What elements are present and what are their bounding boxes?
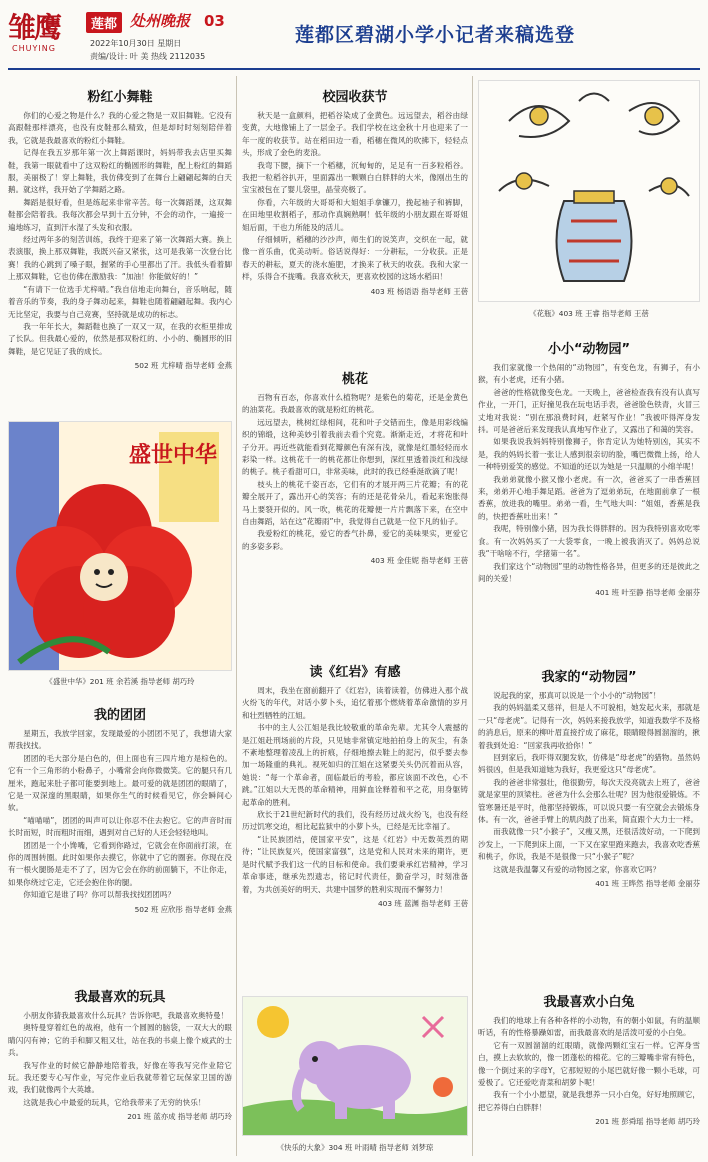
article-body [478,1015,700,1114]
paragraph: 而我就像一只“小猴子”，又瘦又黑，还很活泼好动，一下爬到沙发上，一下爬到床上面，一下又在家里跑来跑去，我喜欢吃香蕉和桃子，你说，我是不是很像一只“小猴子”呢？ [478,827,700,862]
article-zoo1 [478,338,700,598]
byline: 403 班 金佳妮 指导老师 王蓓 [370,556,468,566]
article-title: 读《红岩》有感 [309,665,401,680]
byline: 403 班 蓝渊 指导老师 王蓓 [377,898,468,908]
paragraph: 这就是我温馨又有爱的动物园之家，你喜欢它吗？ [493,864,661,874]
paragraph: 舞蹈是很好看，但是练起来非常辛苦。每一次舞蹈课，这双舞鞋都会陪着我。我每次都会早到十五分钟，不会的动作，一遍接一遍地练习，直到汗水湿了头发和衣服。 [8,197,232,232]
paragraph: 我写作业的时候它静静地陪着我，好像在等我写完作业陪它玩。我还要专心写作业，写完作业后我就带着它玩保家卫国的游戏，我们就像两个大英雄。 [8,1060,232,1095]
logo: 雏鹰 [8,11,61,44]
paragraph: 我们家就像一个热闹的“动物园”，有变色龙，有狮子，有小猴，有小老虎，还有小猪。 [478,363,700,385]
article-zoo2 [478,666,700,889]
article-title: 我最喜欢小白兔 [543,995,635,1010]
paragraph: “让民族团结，使国家平安”，这是《红岩》中无数英烈的期待；“让民族复兴，使国家富强”，这是党和人民对未来的期许，更是时代赋予我们这一代的目标和使命。我们要秉承红岩精神，学习革命事迹，继承先烈遗志，铭记时代责任，勤奋学习，时刻准备着，为共创美好的明天、共建中国梦的胜利实现而不懈努力！ [242,834,468,894]
column-divider [236,76,237,1156]
artwork-caption: 《盛世中华》201 班 余若溪 指导老师 胡巧玲 [45,677,195,686]
paragraph: 小朋友你猜我最喜欢什么玩具？告诉你吧，我最喜欢奥特曼！ [23,1011,229,1020]
byline: 401 班 王晔然 指导老师 金丽芬 [595,879,700,889]
paragraph: 我的妈妈温柔又慈祥，但是人不可貌相，她发起火来，那就是一只“母老虎”。记得有一次，妈妈来接我放学，知道我数学不及格的消息后，原来的柳叶眉直接拧成了麻花，眼睛瞪得圆溜溜的，揪着我到处追：“回家我再收拾你！” [478,703,700,750]
article-body [242,110,468,284]
paragraph: “有请下一位选手尤梓晴。”我自信地走向舞台，音乐响起，随着音乐的节奏，我的身子舞动起来，舞鞋也随着翩翩起舞。我内心无比坚定，我要与自己竞赛，坚持就是成功的标志。 [8,284,232,319]
artwork-shengshi [8,421,232,671]
paragraph: 这就是我心中最爱的玩具，它给我带来了无穷的快乐！ [23,1097,206,1107]
paragraph: 我一年年长大，舞蹈鞋也换了一双又一双，在我的衣柜里排成了长队。但我最心爱的，依然是那双粉红的、小小的、椭圆形的旧舞鞋，是它见证了我的成长。 [8,321,232,356]
paragraph: 奥特曼穿着红色的战袍，他有一个圆圆的脑袋，一双大大的眼睛闪闪有神；它的手和脚又粗又壮，站在我的书桌上像个威武的士兵。 [8,1023,232,1058]
paragraph: 仔细倾听，稻穗的沙沙声，师生们的说笑声，交织在一起，就像一首乐曲，优美动听。俗话说得好：一分耕耘，一分收获。正是春天的耕耘，夏天的浇水施肥，才换来了秋天的收获。我和大家一样，乐得合不拢嘴。我喜欢秋天，更喜欢校园的这场水稻田！ [242,235,468,282]
byline: 201 班 蓝亦成 指导老师 胡巧玲 [127,1112,232,1122]
paragraph: 说起我的家，那真可以说是一个小小的“动物园”！ [493,691,661,700]
artwork-caption: 《花瓶》403 班 王睿 指导老师 王蓓 [529,309,649,318]
article-title: 我家的“动物园” [541,670,637,685]
article-title: 我的团团 [93,708,146,723]
editor-line: 责编/设计: 叶 美 热线 2112035 [90,52,206,61]
column-divider [472,76,473,1156]
issue-date: 2022年10月30日 星期日 [90,39,182,48]
article-body [242,392,468,553]
page-banner: 莲都区碧湖小学小记者来稿选登 [295,24,576,46]
paragraph: 百物有百态，你喜欢什么植物呢？是紫色的菊花，还是金黄色的油菜花。我最喜欢的就是粉红的桃花。 [242,393,468,415]
paragraph: 它有一双圆溜溜的红眼睛，就像两颗红宝石一样。它浑身雪白，摸上去软软的，像一团蓬松的棉花。它的三瓣嘴非常有特色，像一个倒过来的字母Y，它那短短的小尾巴就好像一颗小毛球，可爱极了。它还爱吃青菜和胡萝卜呢！ [478,1040,700,1088]
vase-drawing-icon [479,81,700,302]
article-redrock [242,661,468,909]
masthead [0,0,708,68]
article-title: 我最喜欢的玩具 [74,990,166,1005]
elephant-drawing-icon [243,997,468,1136]
paragraph: 我们的地球上有各种各样的小动物，有的朝小如鼠，有的温顺听话，有的性格暴躁如雷，而我最喜欢的是活泼可爱的小白兔。 [478,1016,700,1038]
section-badge: 莲都 [86,12,122,33]
article-team [8,704,232,915]
artwork-elephant [242,996,468,1136]
byline: 502 班 应欣彤 指导老师 金燕 [134,904,232,914]
paragraph: 你看，六年级的大哥哥和大姐姐手拿镰刀，挽起袖子和裤脚，在田地里收割稻子，那动作真娴熟啊！低年级的小朋友跟在哥哥姐姐后面，干也力所能及的活儿。 [242,197,468,232]
article-body [8,110,232,358]
article-peach [242,368,468,566]
byline: 401 班 叶至静 指导老师 金丽芬 [595,588,700,598]
article-title: 桃花 [341,372,368,387]
article-body [8,728,232,902]
paragraph: 欣长于21世纪新时代的我们，没有经历过战火纷飞，也没有经历过饥寒交迫，相比起监狱中的小萝卜头，已经是无比幸福了。 [242,810,468,832]
paragraph: 周末，我坐在窗前翻开了《红岩》，读着读着，仿佛进入那个战火纷飞的年代，对话小萝卜头，追忆着那个燃烧着革命激情的岁月和壮烈牺牲的江姐。 [242,686,468,720]
paragraph: 经过两年多的刻苦训练，我终于迎来了第一次舞蹈大赛。换上表演服，换上那双舞鞋，我既兴奋又紧张，这可是我第一次登台比赛！我的心跳到了嗓子眼，握紧的手心里都出了汗。我低头看着脚上那双舞鞋，它也仿佛在激励我：“加油！你能做好的！” [8,235,232,282]
article-rabbit [478,991,700,1127]
paragraph: 枝头上的桃花千姿百态，它们有的才展开两三片花瓣；有的花瓣全展开了，露出开心的笑容；有的还是花骨朵儿，看起来饱胀得马上要裂开似的。风一吹，桃花的花瓣便一片片飘落下来，在空中自由舞蹈，站在这“花瓣雨”中，我觉得自己就是一位下凡的仙子。 [242,479,468,527]
byline: 403 班 杨语语 指导老师 王蓓 [370,286,468,296]
paragraph: 我弟弟就像小猴又像小老虎。有一次，爸爸买了一串香蕉回来，弟弟开心地手舞足蹈。爸爸为了逗弟弟玩，在地面前拿了一根香蕉，放进我的嘴里。弟弟一看，生气地大叫：“姐姐，香蕉是我的，快把香蕉吐出来！” [478,474,700,521]
paragraph: 我们家这个“动物园”里的动物性格各异，但更多的还是彼此之间的关爱！ [478,561,700,583]
page-number: 03 [204,12,225,30]
paragraph: 我爱粉红的桃花，爱它的香气扑鼻，爱它的美味果实，更爱它的多姿多彩。 [242,529,468,551]
article-title: 小小“动物园” [547,342,631,357]
logo-subtitle: CHUYING [12,44,56,53]
article-body [8,1010,232,1109]
paragraph: 秋天是一盒颜料，把稻谷染成了金黄色。远远望去，稻谷由绿变黄，大地像铺上了一层金子。我们学校在这金秋十月也迎来了一年一度的收获节。站在稻田边一看，稻穗在微风的吹拂下，轻轻点头，形成了金色的麦浪。 [242,111,468,158]
article-shoes [8,86,232,371]
artwork-vase [478,80,700,302]
paper-name: 处州晚报 [130,12,191,30]
paragraph: “喵喵喵”，团团的叫声可以让你忍不住去抱它。它的声音时而长时而短，时而粗时而细，遇到对自己好的人还会轻轻地叫。 [8,815,232,838]
paragraph: 书中的主人公江姐是我比较敬重的革命先辈。尤其令人震撼的是江姐赴刑场前的片段，只见她非常镇定地拍拍身上的灰尘，有条不紊地整理着凌乱上的折痕，仔细地擦去鞋上的泥污，似乎要去参加一场隆重的典礼。视死如归的江姐在这紧要关头仍沉着而从容，她说：“每一个革命者，面临最后的考验，都应该面不改色，心不跳。”江姐以大无畏的革命精神，用鲜血诠释着和平之花，用身躯铸起革命的胜利。 [242,723,468,807]
artwork-text: 盛世中华 [129,443,218,468]
paragraph: 我呢，特别像小猪，因为我长得胖胖的。因为我特别喜欢吃零食。有一次妈妈买了一大袋零食，一晚上被我消灭了。妈妈总说我“干啥啥不行，学猪第一名”。 [478,524,700,559]
paragraph: 我的爸爸非常强壮，他很勤劳，每次天没亮就去上班了，爸爸就是家里的顶梁柱。爸爸为什么会那么壮呢？因为他很爱锻炼。不管寒暑还是平时，他都坚持锻炼，可以说只要一有空就会去锻炼身体。有一次，爸爸手臂上的肌肉鼓了出来，简直跟个大力士一样。 [478,777,700,825]
paragraph: 我弯下腰，摘下一个稻穗，沉甸甸的，足足有一百多粒稻谷。我把一粒稻谷扒开，里面露出一颗颗白白胖胖的大米，像刚出生的宝宝被包在了婴儿袋里，晶莹亮极了。 [242,160,468,195]
paragraph: 团团的毛大部分是白色的，但上面也有三四片地方是棕色的。它有一个三角形的小粉鼻子，小嘴常会向你微微笑。它的腿只有几厘米，跑起来肚子都可能要到地上。最可爱的就是团团的眼睛了，它是一双深邃的黑眼睛，如果你生气的时候看见它，你会瞬间心软。 [8,753,232,813]
article-title: 粉红小舞鞋 [87,90,153,105]
paragraph: 我有一个小小愿望，就是我想养一只小白兔，好好地照顾它，把它养得白白胖胖！ [478,1090,700,1112]
artwork-caption: 《快乐的大象》304 班 叶雨晴 指导老师 刘梦琼 [276,1143,434,1152]
paragraph: 你们的心爱之物是什么？我的心爱之物是一双旧舞鞋。它没有高跟鞋那样漂亮，也没有皮鞋那么精致，但是却时时刻刻陪伴着我，它就是我最喜欢的粉红小舞鞋。 [8,111,232,145]
article-body [242,685,468,896]
paragraph: 回到家后，我吓得双腿发软，仿佛是“母老虎”的猎物。虽然妈妈很凶，但是我知道她为我好，我更爱这只“母老虎”。 [478,753,700,775]
paragraph: 团团是一个小馋嘴，它看到你路过，它就会在你面前打滚，在你的周围转圈。此时如果你去摸它，你就中了它的圈套。你现在没有一根火腿肠是走不了了，因为它会在你的前面躺下，不让你走，如果你绕过它走，它还会抱住你的腿。 [8,840,232,887]
byline: 502 班 尤梓晴 指导老师 金燕 [134,361,232,371]
top-rule [8,68,700,70]
paragraph: 如果我说我妈妈特别像狮子，你肯定认为她特别凶，其实不是，我的妈妈长着一张让人感到很亲切的脸，嘴巴微微上扬，给人一种特别爱笑的感觉。不知道的还以为她是一只温顺的小绵羊呢！ [478,437,700,472]
paragraph: 爸爸的性格就像变色龙。一天晚上，爸爸检查我有没有认真写作业，一开门，正好撞见我在玩电话手表，爸爸脸色铁青，火冒三丈地对我说：“别在那浪费时间，赶紧写作业！”我被吓得浑身发抖。可是爸爸后来发现我认真地写作业了，又露出了和蔼的笑容。 [478,387,700,435]
flower-drawing-icon [9,422,232,671]
paragraph: 星期五，我放学回家，发现最爱的小团团不见了，我想请大家帮我找找。 [8,729,232,751]
article-harvest [242,86,468,297]
paragraph: 记得在我五岁那年第一次上舞蹈课时，妈妈带我去店里买舞鞋，我第一眼就看中了这双粉红的椭圆形的舞鞋，配上粉红的舞蹈服，美丽极了！穿上舞鞋，我仿佛变到了在舞台上翩翩起舞的白天鹅。就这样，我开始了学舞蹈之路。 [8,148,232,195]
article-body [478,690,700,876]
paragraph: 远远望去，桃树红绿相间，花和叶子交错而生，像是用彩线编织的锦缎，这种美妙引着我前去看个究竟。渐渐走近，才将花和叶子分开。再近些就能看到花瓣颜色有深有浅，就像是红墨轻轻而水彩染一样。这桃花千一的桃花都让你想到，深红里透着淡红和浅绿的桃子。桃子看甜可口，非常美味，此时的我已经垂涎欲滴了呢！ [242,417,468,477]
article-body [478,362,700,585]
article-title: 校园收获节 [322,90,388,105]
article-toy [8,986,232,1122]
byline: 201 班 彭舜瑶 指导老师 胡巧玲 [595,1117,700,1127]
paragraph: 你知道它是谁了吗？你可以帮我找找团团吗？ [23,890,176,900]
